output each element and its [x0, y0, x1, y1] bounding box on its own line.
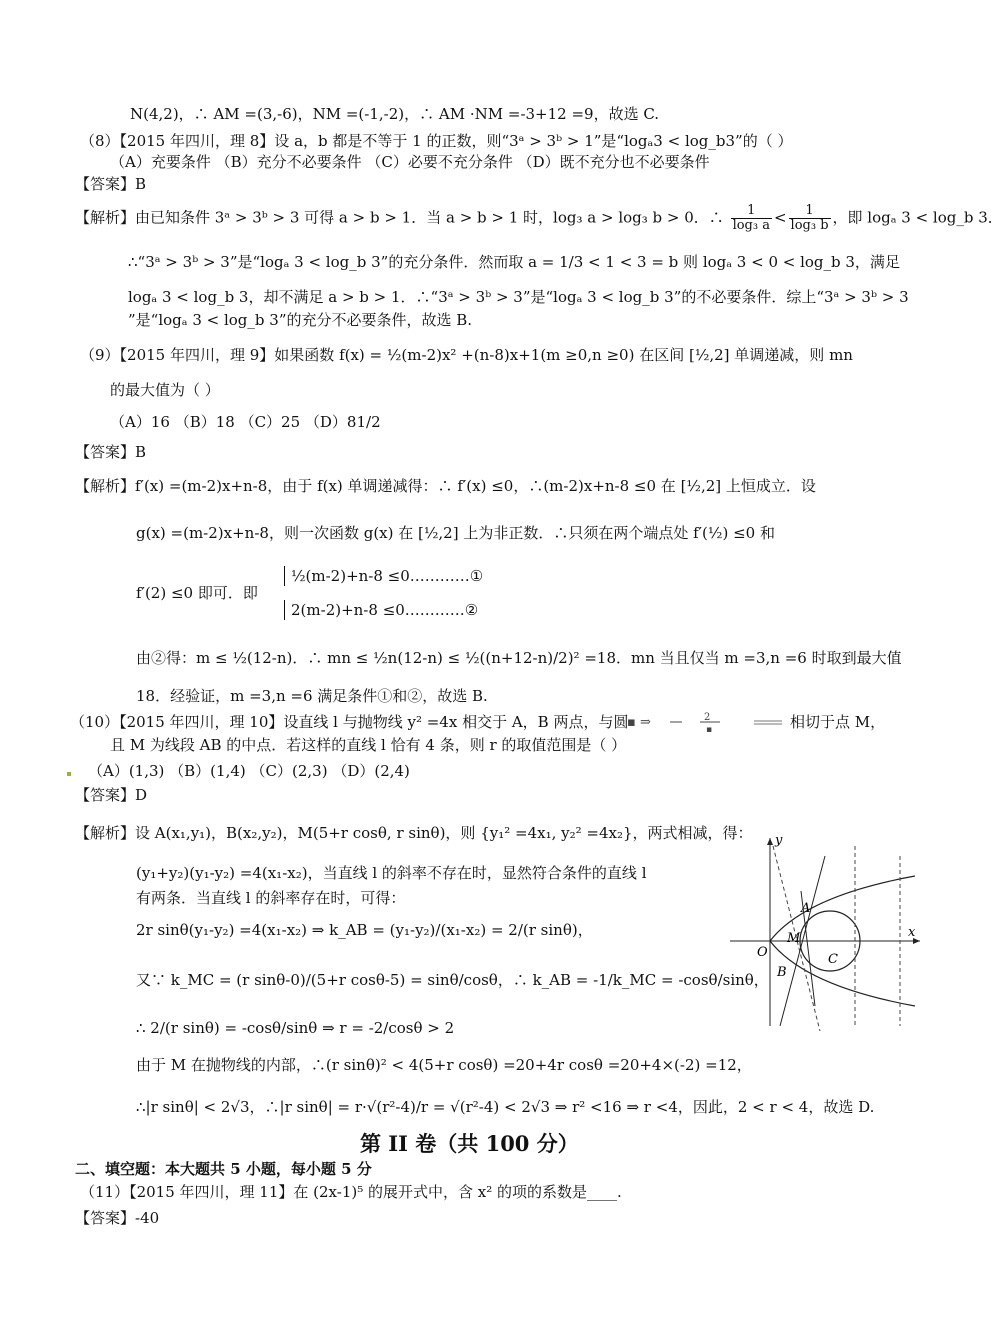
fraction-log-b: $\frac{1}{\text{log₃ b}}$: [790, 203, 829, 233]
q8-solution-line4: ”是“logₐ 3 < log_b 3”的充分不必要条件，故选 B.: [128, 311, 473, 329]
svg-text:B: B: [777, 965, 787, 980]
q10-solution-line6: ∴ 2/(r sinθ) = -cosθ/sinθ ⇒ r = -2/cosθ > 2: [136, 1019, 455, 1037]
q8-answer: 【答案】B: [75, 175, 147, 193]
q9-options: （A）16 （B）18 （C）25 （D）81/2: [110, 413, 381, 431]
q9-stem-2: 的最大值为（ ）: [110, 381, 220, 399]
q10-solution-line7: 由于 M 在抛物线的内部，∴(r sinθ)² < 4(5+r cosθ) =20+4r cosθ =20+4×(-2) =12，: [136, 1056, 752, 1074]
q9-solution-line5: 18．经验证，m =3,n =6 满足条件①和②，故选 B.: [136, 687, 488, 705]
q8-stem: （8）【2015 年四川，理 8】设 a，b 都是不等于 1 的正数，则“3ᵃ > 3ᵇ > 1”是“logₐ3 < log_b3”的（ ）: [80, 132, 793, 150]
fraction-log-a: $\frac{1}{\text{log₃ a}}$: [732, 203, 770, 233]
q10-stem-tail: 相切于点 M，: [790, 713, 886, 731]
q10-answer: 【答案】D: [75, 786, 148, 804]
q10-solution-line5: 又∵ k_MC = (r sinθ-0)/(5+r cosθ-5) = sinθ/cosθ，∴ k_AB = -1/k_MC = -cosθ/sinθ，: [136, 971, 769, 989]
q10-stem: （10）【2015 年四川，理 10】设直线 l 与抛物线 y² =4x 相交于 A，B 两点，与圆: [70, 713, 629, 731]
q11-answer: 【答案】-40: [75, 1209, 160, 1227]
section-title: 第 II 卷（共 100 分）: [360, 1131, 579, 1156]
q11-stem: （11）【2015 年四川，理 11】在 (2x-1)⁵ 的展开式中，含 x² 的项的系数是____.: [80, 1183, 622, 1201]
svg-text:x: x: [908, 925, 916, 940]
q10-options: （A）(1,3) （B）(1,4) （C）(2,3) （D）(2,4): [88, 762, 410, 780]
q8-solution-tail: ，即 logₐ 3 < log_b 3．: [832, 208, 1003, 227]
q9-solution-line4: 由②得：m ≤ ½(12-n)．∴ mn ≤ ½n(12-n) ≤ ½((n+12-n)/2)² =18．mn 当且仅当 m =3,n =6 时取到最大值: [136, 649, 902, 667]
svg-text:▪ ⇒: ▪ ⇒: [627, 715, 651, 730]
margin-mark: [67, 772, 71, 776]
q8-solution-text: 【解析】由已知条件 3ᵃ > 3ᵇ > 3 可得 a > b > 1．当 a > b > 1 时，log₃ a > log₃ b > 0．∴: [75, 208, 724, 227]
svg-text:A: A: [801, 901, 811, 916]
line-prev-conclusion: N(4,2)，∴ AM =(3,-6)，NM =(-1,-2)，∴ AM ·NM =-3+12 =9，故选 C.: [130, 105, 660, 123]
circle-equation-image: [622, 708, 787, 734]
svg-text:▪: ▪: [706, 725, 713, 735]
q9-answer: 【答案】B: [75, 443, 147, 461]
q8-solution-line2: ∴“3ᵃ > 3ᵇ > 3”是“logₐ 3 < log_b 3”的充分条件．然而取 a = 1/3 < 1 < 3 = b 则 logₐ 3 < 0 < log_b 3，满足: [128, 253, 900, 271]
svg-text:2: 2: [704, 712, 711, 723]
q10-solution-line8: ∴|r sinθ| < 2√3，∴|r sinθ| = r·√(r²-4)/r = √(r²-4) < 2√3 ⇒ r² <16 ⇒ r <4，因此，2 < r < 4，故选 D.: [136, 1098, 875, 1116]
svg-text:y: y: [775, 833, 783, 848]
svg-text:O: O: [757, 945, 768, 960]
svg-text:C: C: [828, 952, 838, 967]
q10-stem-2: 且 M 为线段 AB 的中点．若这样的直线 l 恰有 4 条，则 r 的取值范围是（ ）: [110, 736, 627, 754]
q9-stem: （9）【2015 年四川，理 9】如果函数 f(x) = ½(m-2)x² +(n-8)x+1(m ≥0,n ≥0) 在区间 [½,2] 单调递减，则 mn: [80, 346, 853, 364]
q9-system-eq1: ½(m-2)+n-8 ≤0…………①: [284, 566, 483, 586]
parabola-circle-figure: [725, 826, 925, 1031]
svg-text:M: M: [787, 931, 801, 946]
q8-solution-line1: 【解析】由已知条件 3ᵃ > 3ᵇ > 3 可得 a > b > 1．当 a > b > 1 时，log₃ a > log₃ b > 0．∴ $\frac{1}{\text{log₃ a}}$ < $\frac{1}{\text{log₃ b}}$ ，即 logₐ 3 < log_b 3．: [75, 203, 1003, 233]
q9-solution-line3: f′(2) ≤0 即可．即: [136, 584, 258, 602]
q9-system-eq2: 2(m-2)+n-8 ≤0…………②: [284, 600, 478, 620]
q10-solution-line2: (y₁+y₂)(y₁-y₂) =4(x₁-x₂)，当直线 l 的斜率不存在时，显然符合条件的直线 l: [136, 864, 647, 882]
q9-solution-line1: 【解析】f′(x) =(m-2)x+n-8，由于 f(x) 单调递减得：∴ f′(x) ≤0，∴(m-2)x+n-8 ≤0 在 [½,2] 上恒成立．设: [75, 477, 816, 495]
q10-solution-line3: 有两条．当直线 l 的斜率存在时，可得：: [136, 889, 406, 907]
q8-solution-line3: logₐ 3 < log_b 3，却不满足 a > b > 1．∴“3ᵃ > 3ᵇ > 3”是“logₐ 3 < log_b 3”的不必要条件．综上“3ᵃ > 3ᵇ > 3: [128, 288, 909, 306]
q9-solution-line2: g(x) =(m-2)x+n-8，则一次函数 g(x) 在 [½,2] 上为非正数．∴只须在两个端点处 f′(½) ≤0 和: [136, 524, 775, 542]
q10-solution-line4: 2r sinθ(y₁-y₂) =4(x₁-x₂) ⇒ k_AB = (y₁-y₂)/(x₁-x₂) = 2/(r sinθ)，: [136, 921, 593, 939]
q10-solution-line1: 【解析】设 A(x₁,y₁)，B(x₂,y₂)，M(5+r cosθ, r sinθ)，则 {y₁² =4x₁, y₂² =4x₂}，两式相减，得：: [75, 824, 753, 842]
q8-options: （A）充要条件 （B）充分不必要条件 （C）必要不充分条件 （D）既不充分也不必要条件: [110, 153, 710, 171]
section-subtitle: 二、填空题：本大题共 5 小题，每小题 5 分: [75, 1160, 372, 1178]
